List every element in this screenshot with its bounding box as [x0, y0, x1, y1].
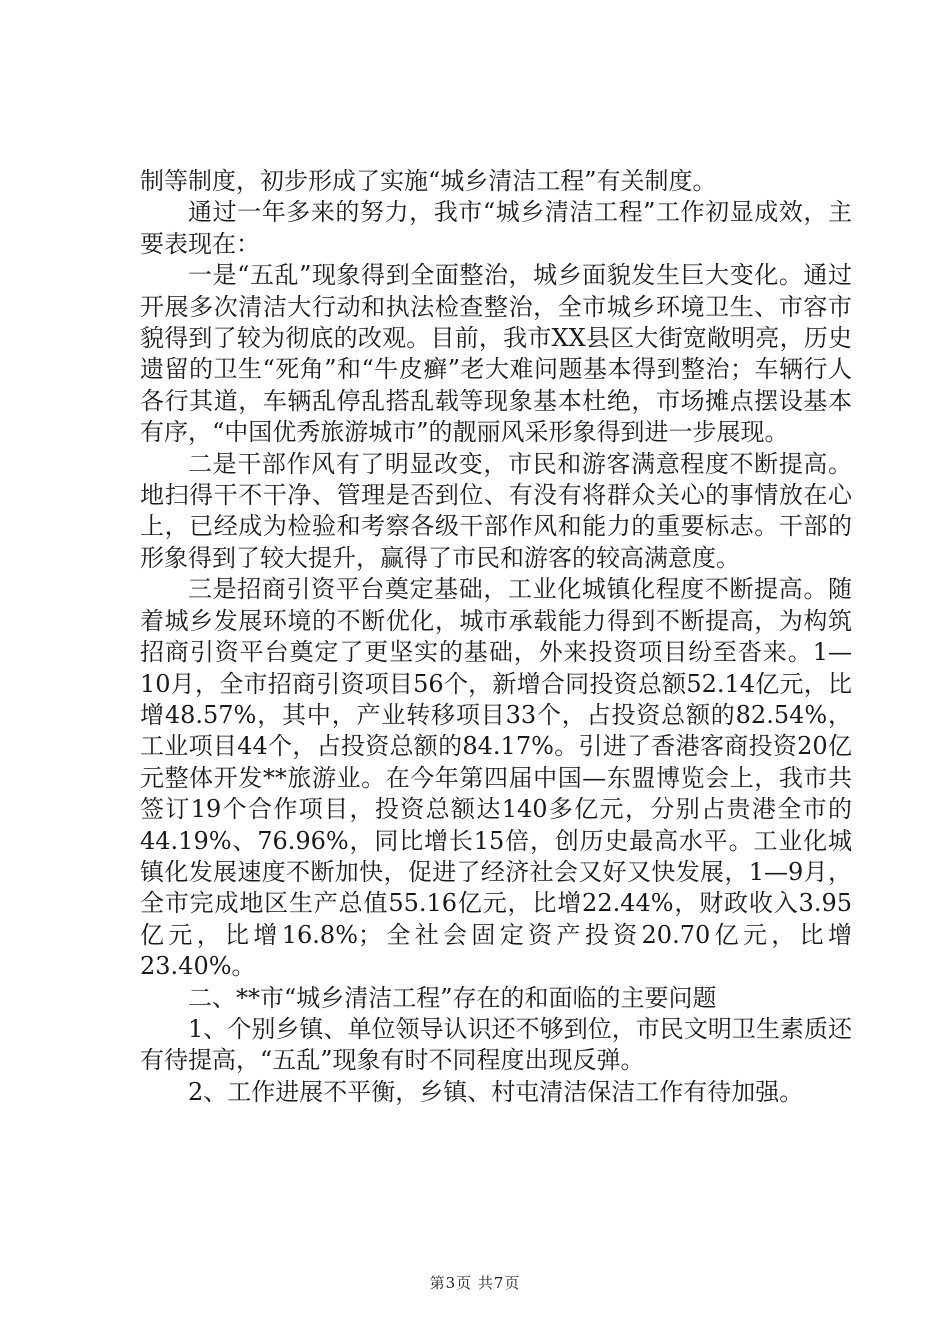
paragraph-5: 三是招商引资平台奠定基础，工业化城镇化程度不断提高。随着城乡发展环境的不断优化，城市承载能力得到不断提高，为构筑招商引资平台奠定了更坚实的基础，外来投资项目纷至沓来。1—10月，全市招商引资项目56个，新增合同投资总额52.14亿元，比增48.57%，其中，产业转移项目33个，占投资总额的82.54%，工业项目44个，占投资总额的84.17%。引进了香港客商投资20亿元整体开发**旅游业。在今年第四届中国—东盟博览会上，我市共签订19个合作项目，投资总额达140多亿元，分别占贵港全市的44.19%、76.96%，同比增长15倍，创历史最高水平。工业化城镇化发展速度不断加快，促进了经济社会又好又快发展，1—9月，全市完成地区生产总值55.16亿元，比增22.44%，财政收入3.95亿元，比增16.8%；全社会固定资产投资20.70亿元，比增23.40%。	[140, 575, 852, 981]
page-footer	[0, 1272, 950, 1293]
paragraph-3: 一是“五乱”现象得到全面整治，城乡面貌发生巨大变化。通过开展多次清洁大行动和执法检查整治，全市城乡环境卫生、市容市貌得到了较为彻底的改观。目前，我市XX县区大街宽敞明亮，历史遗留的卫生“死角”和“牛皮癣”老大难问题基本得到整治；车辆行人各行其道，车辆乱停乱搭乱载等现象基本杜绝，市场摊点摆设基本有序，“中国优秀旅游城市”的靓丽风采形象得到进一步展现。	[140, 261, 852, 447]
problem-item-2: 2、工作进展不平衡，乡镇、村屯清洁保洁工作有待加强。	[188, 1077, 804, 1106]
paragraph-4: 二是干部作风有了明显改变，市民和游客满意程度不断提高。地扫得干不干净、管理是否到位、有没有将群众关心的事情放在心上，已经成为检验和考察各级干部作风和能力的重要标志。干部的形象得到了较大提升，赢得了市民和游客的较高满意度。	[140, 449, 852, 572]
section-heading: 二、**市“城乡清洁工程”存在的和面临的主要问题	[188, 983, 717, 1012]
document-body	[140, 166, 852, 1108]
paragraph-2: 通过一年多来的努力，我市“城乡清洁工程”工作初显成效，主要表现在：	[140, 198, 852, 258]
page-number-label: 第3页 共7页	[429, 1274, 521, 1292]
problem-item-1: 1、个别乡镇、单位领导认识还不够到位，市民文明卫生素质还有待提高，“五乱”现象有时不同程度出现反弹。	[140, 1014, 852, 1075]
paragraph-1: 制等制度，初步形成了实施“城乡清洁工程”有关制度。	[140, 167, 717, 195]
